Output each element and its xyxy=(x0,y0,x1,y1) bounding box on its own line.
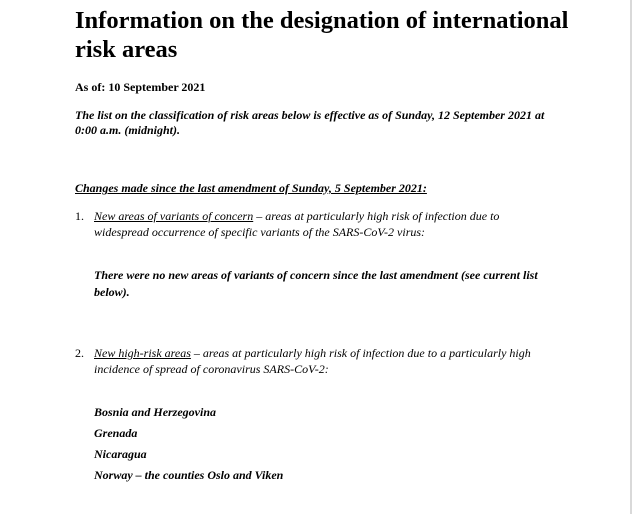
high-risk-areas-link[interactable]: New high-risk areas xyxy=(94,346,191,360)
country-item: Grenada xyxy=(94,426,138,440)
country-item: Bosnia and Herzegovina xyxy=(94,405,217,419)
list-item-description: – areas at particularly high risk of infection due to a particularly high incidence of spread of coronavirus SARS-CoV-2: xyxy=(94,346,531,376)
country-item: Nicaragua xyxy=(94,447,147,461)
list-item-number: 2. xyxy=(75,346,84,360)
variants-of-concern-link[interactable]: New areas of variants of concern xyxy=(94,209,254,223)
list-item-body xyxy=(94,345,549,377)
list-item-description: – areas at particularly high risk of infection due to widespread occurrence of specific variants of the SARS-CoV-2 virus: xyxy=(94,209,500,239)
list-item-body xyxy=(94,208,549,240)
as-of-date: As of: 10 September 2021 xyxy=(75,80,206,94)
high-risk-country-list xyxy=(94,405,554,489)
page-title: Information on the designation of international risk areas xyxy=(75,7,569,63)
effective-notice: The list on the classification of risk areas below is effective as of Sunday, 12 September 2021 at 0:00 a.m. (midnight). xyxy=(75,108,545,137)
country-item: Norway – the counties Oslo and Viken xyxy=(94,468,284,482)
changes-heading: Changes made since the last amendment of Sunday, 5 September 2021: xyxy=(75,181,427,195)
list-item-number: 1. xyxy=(75,209,84,223)
no-new-variants-note: There were no new areas of variants of concern since the last amendment (see current list below). xyxy=(94,268,538,299)
